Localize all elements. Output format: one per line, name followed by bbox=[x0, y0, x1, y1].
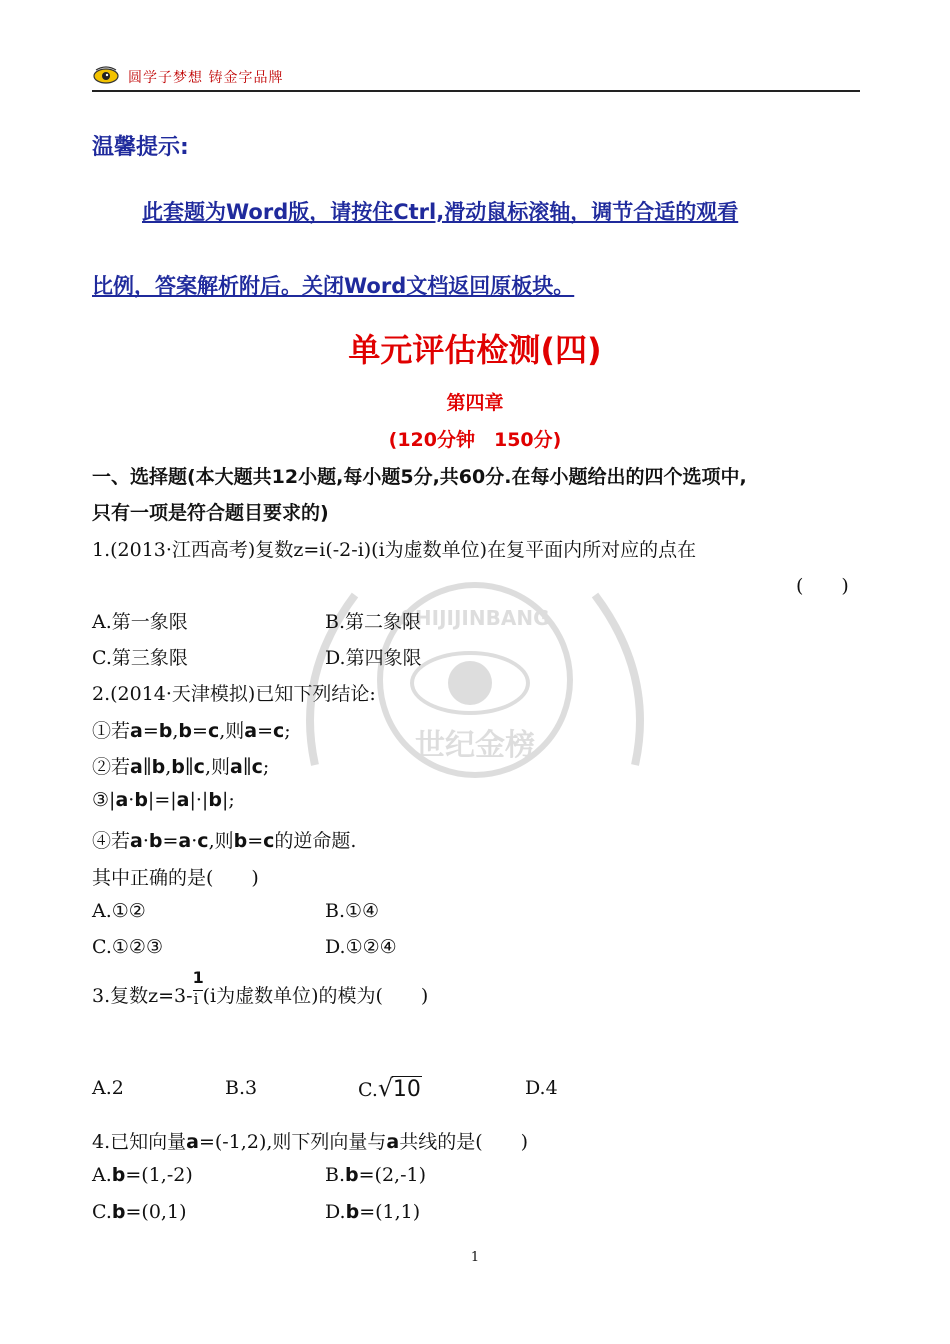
header-slogan: 圆学子梦想 铸金字品牌 bbox=[128, 70, 284, 86]
q1-answer-paren: ( ) bbox=[796, 575, 849, 597]
q3-option-c: C. √ 10 bbox=[358, 1074, 421, 1102]
q4-option-c: C.b=(0,1) bbox=[92, 1201, 187, 1223]
q4-option-d: D.b=(1,1) bbox=[325, 1201, 421, 1223]
q1-option-a: A.第一象限 bbox=[92, 611, 188, 633]
q2-option-c: C.①②③ bbox=[92, 936, 163, 958]
q2-ask: 其中正确的是( ) bbox=[92, 867, 259, 889]
exam-time: (120分钟 150分) bbox=[388, 429, 562, 451]
exam-title: 单元评估检测(四) bbox=[348, 331, 602, 369]
tip-line-2: 比例，答案解析附后。关闭Word文档返回原板块。 bbox=[92, 274, 575, 298]
page-number: 1 bbox=[470, 1250, 480, 1265]
watermark-text-top: SHIJIJINBANG bbox=[400, 606, 550, 630]
q2-stem: 2.(2014·天津模拟)已知下列结论: bbox=[92, 683, 376, 705]
q1-option-c: C.第三象限 bbox=[92, 647, 188, 669]
eye-logo-icon bbox=[92, 65, 120, 85]
q3-fraction-numerator: 1 bbox=[192, 968, 204, 987]
q4-option-b: B.b=(2,-1) bbox=[325, 1164, 427, 1186]
q1-option-b: B.第二象限 bbox=[325, 611, 422, 633]
q3-option-b: B.3 bbox=[225, 1077, 258, 1099]
sqrt-icon: √ 10 bbox=[377, 1074, 421, 1102]
q2-statement-2: ②若a∥b,b∥c,则a∥c; bbox=[92, 756, 270, 778]
q4-option-a: A.b=(1,-2) bbox=[92, 1164, 193, 1186]
q2-option-d: D.①②④ bbox=[325, 936, 397, 958]
q2-statement-3: ③|a·b|=|a|·|b|; bbox=[92, 789, 235, 811]
q3-option-d: D.4 bbox=[525, 1077, 558, 1099]
q2-option-b: B.①④ bbox=[325, 900, 380, 922]
q1-option-d: D.第四象限 bbox=[325, 647, 422, 669]
q3-fraction-denominator: i bbox=[193, 990, 199, 1008]
section-heading-line-2: 只有一项是符合题目要求的) bbox=[92, 502, 329, 524]
exam-chapter: 第四章 bbox=[446, 392, 504, 414]
q2-statement-4: ④若a·b=a·c,则b=c的逆命题. bbox=[92, 830, 357, 852]
section-heading-line-1: 一、选择题(本大题共12小题,每小题5分,共60分.在每小题给出的四个选项中, bbox=[92, 466, 747, 488]
watermark-text-bottom: 世纪金榜 bbox=[415, 728, 535, 763]
q3-fraction bbox=[193, 968, 203, 1008]
q3-stem: 3.复数z=3- $\frac{1}{i}$ (i为虚数单位)的模为( ) bbox=[92, 968, 429, 1008]
q2-statement-1: ①若a=b,b=c,则a=c; bbox=[92, 720, 291, 742]
q2-option-a: A.①② bbox=[92, 900, 146, 922]
q4-stem: 4.已知向量a=(-1,2),则下列向量与a共线的是( ) bbox=[92, 1131, 529, 1153]
tip-title: 温馨提示: bbox=[92, 135, 189, 160]
q3-option-a: A.2 bbox=[92, 1077, 124, 1099]
q1-stem: 1.(2013·江西高考)复数z=i(-2-i)(i为虚数单位)在复平面内所对应的点在 bbox=[92, 539, 697, 561]
page-header bbox=[92, 64, 860, 92]
tip-line-1: 此套题为Word版，请按住Ctrl,滑动鼠标滚轴，调节合适的观看 bbox=[142, 200, 739, 224]
